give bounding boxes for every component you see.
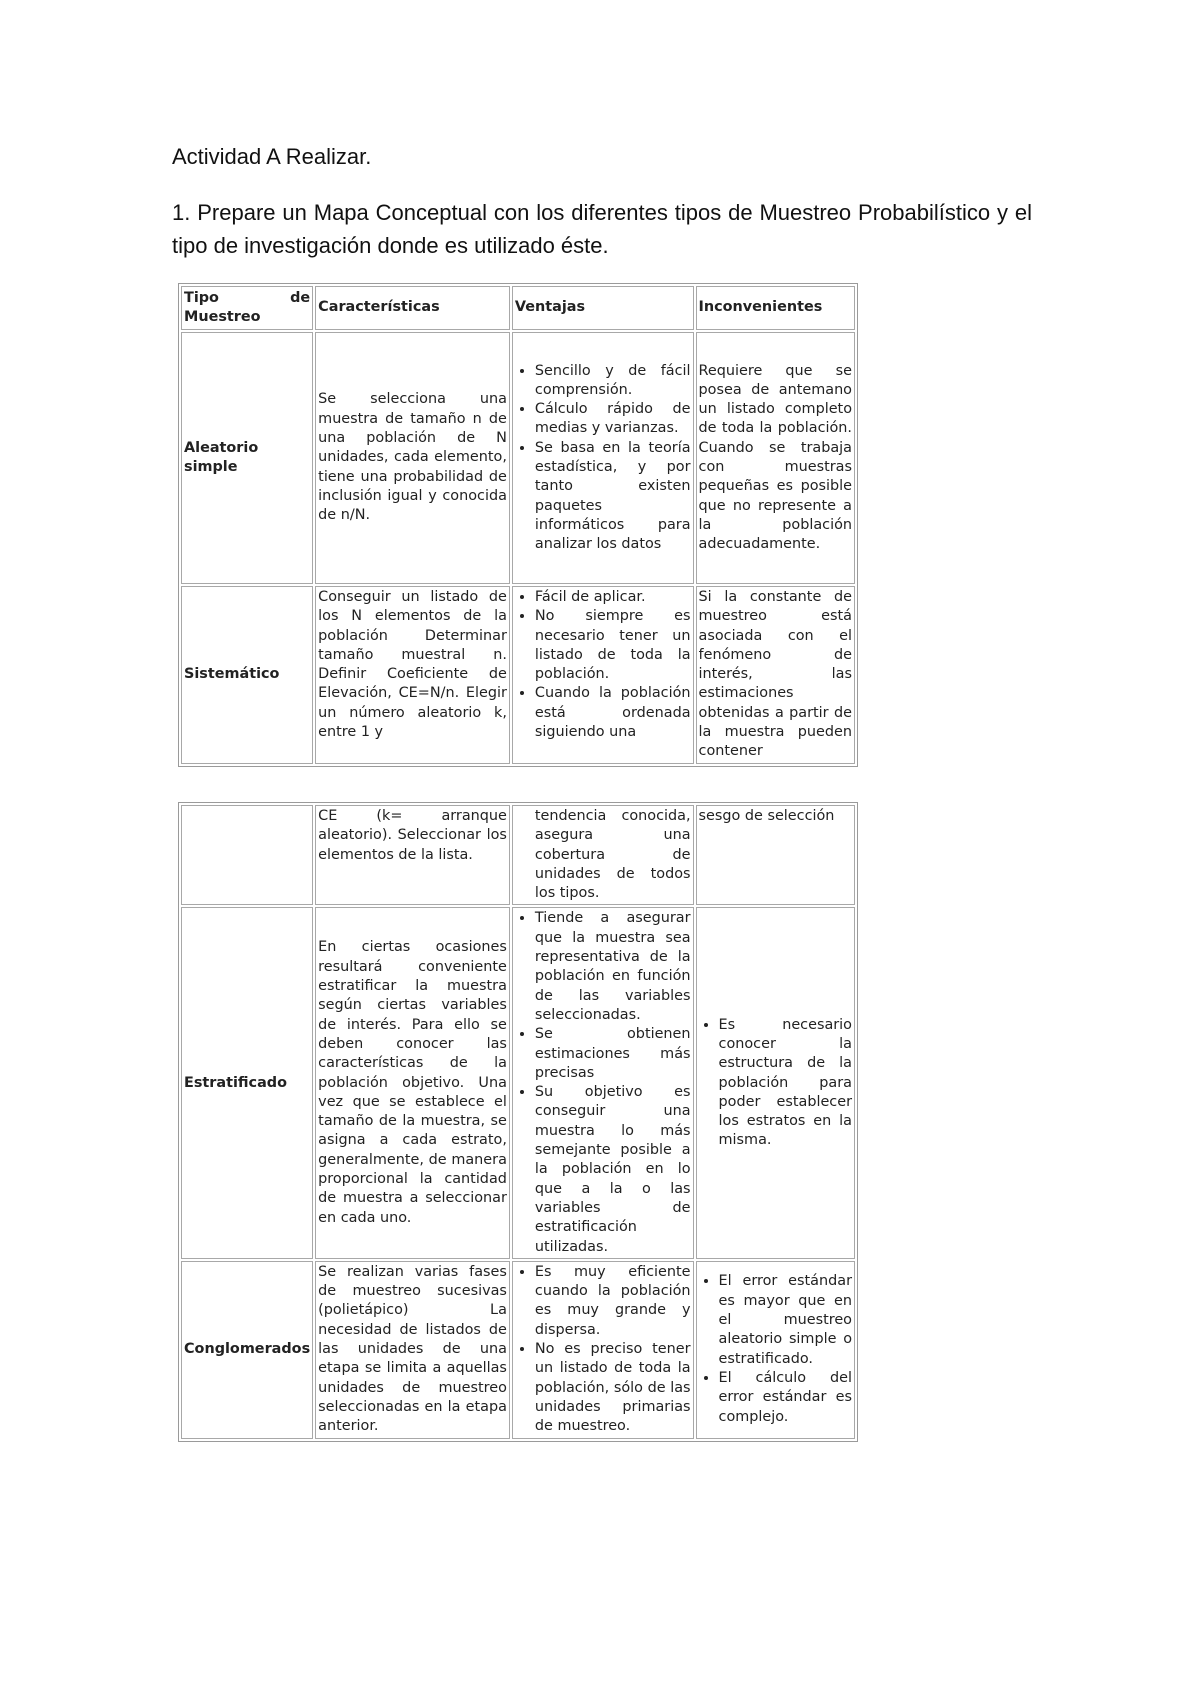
caracteristicas-cell: Se realizan varias fases de muestreo sucesivas (polietápico) La necesidad de listados de las unidades de una etapa se limita a aquellas unidades de muestreo seleccionadas en la etapa anterior.	[315, 1261, 510, 1439]
list-item: • Cálculo rápido de medias y varianzas.	[535, 400, 691, 439]
inconvenientes-cell	[696, 907, 855, 1258]
list-item: • Fácil de aplicar.	[535, 588, 691, 607]
inconvenientes-list	[699, 1016, 852, 1151]
ventajas-continued: tendencia conocida, asegura una cobertura de unidades de todos los tipos.	[534, 808, 691, 902]
list-item: • No siempre es necesario tener un listado de toda la población.	[535, 607, 691, 684]
ventajas-list	[515, 1263, 691, 1437]
ventajas-cell	[512, 586, 694, 764]
sampling-table-part-2	[178, 802, 858, 1442]
list-item: • No es preciso tener un listado de toda la población, sólo de las unidades primarias de muestreo.	[535, 1340, 691, 1436]
ventajas-list	[515, 909, 691, 1256]
row-type-label: Sistemático	[181, 586, 313, 764]
list-item: • Tiende a asegurar que la muestra sea representativa de la población en función de las variables seleccionadas.	[535, 909, 691, 1025]
inconvenientes-cell	[696, 1261, 855, 1439]
caracteristicas-cell	[315, 586, 510, 764]
list-item: • El cálculo del error estándar es complejo.	[719, 1369, 852, 1427]
inconvenientes-cell	[696, 586, 855, 764]
instruction-text: 1. Prepare un Mapa Conceptual con los diferentes tipos de Muestreo Probabilístico y el tipo de investigación donde es utilizado éste.	[172, 200, 1032, 258]
ventajas-list	[515, 362, 691, 555]
list-item: • Se basa en la teoría estadística, y por tanto existen paquetes informáticos para analizar los datos	[535, 439, 691, 555]
row-type-label: Estratificado	[181, 907, 313, 1258]
activity-heading: Actividad A Realizar.	[172, 144, 372, 169]
table-row-estratificado	[181, 907, 855, 1258]
table-header-row	[181, 286, 855, 330]
header-caracteristicas: Características	[315, 286, 510, 330]
list-item: • Se obtienen estimaciones más precisas	[535, 1025, 691, 1083]
ventajas-cell	[512, 805, 694, 905]
list-item: • Sencillo y de fácil comprensión.	[535, 362, 691, 401]
list-item: • Cuando la población está ordenada siguiendo una	[535, 684, 691, 742]
list-item: • El error estándar es mayor que en el muestreo aleatorio simple o estratificado.	[719, 1272, 852, 1368]
row-type-label: Aleatorio simple	[181, 332, 313, 584]
sampling-table-part-1	[178, 283, 858, 767]
header-inconvenientes: Inconvenientes	[696, 286, 855, 330]
table-row-conglomerados	[181, 1261, 855, 1439]
ventajas-cell	[512, 332, 694, 584]
row-type-label: Conglomerados	[181, 1261, 313, 1439]
list-item: • Es muy eficiente cuando la población es muy grande y dispersa.	[535, 1263, 691, 1340]
ventajas-cell	[512, 907, 694, 1258]
inconvenientes-list	[699, 1272, 852, 1426]
list-item: • Es necesario conocer la estructura de la población para poder establecer los estratos en la misma.	[719, 1016, 852, 1151]
row-type-label-empty	[181, 805, 313, 905]
inconvenientes-cell: Requiere que se posea de antemano un listado completo de toda la población. Cuando se trabaja con muestras pequeñas es posible que no represente a la población adecuadamente.	[696, 332, 855, 584]
caracteristicas-cell: En ciertas ocasiones resultará conveniente estratificar la muestra según ciertas variables de interés. Para ello se deben conocer las características de la población objetivo. Una vez que se establece el tamaño de la muestra, se asigna a cada estrato, generalmente, de manera proporcional la cantidad de muestra a seleccionar en cada uno.	[315, 907, 510, 1258]
table-row-sistematico	[181, 586, 855, 764]
inconvenientes-text: Si la constante de muestreo está asociada con el fenómeno de interés, las estimaciones obtenidas a partir de la muestra pueden contener	[698, 589, 852, 760]
table-row-aleatorio-simple	[181, 332, 855, 584]
header-tipo: Tipo de Muestreo	[181, 286, 313, 330]
caracteristicas-cell: Se selecciona una muestra de tamaño n de una población de N unidades, cada elemento, tiene una probabilidad de inclusión igual y conocida de n/N.	[315, 332, 510, 584]
ventajas-list	[515, 588, 691, 742]
caracteristicas-text: Conseguir un listado de los N elementos de la población Determinar tamaño muestral n. Definir Coeficiente de Elevación, CE=N/n. Elegir un número aleatorio k, entre 1 y	[318, 589, 507, 741]
caracteristicas-cell: CE (k= arranque aleatorio). Seleccionar los elementos de la lista.	[315, 805, 510, 905]
ventajas-wrapper	[515, 588, 691, 762]
ventajas-cell	[512, 1261, 694, 1439]
table-row-sistematico-continued	[181, 805, 855, 905]
header-ventajas: Ventajas	[512, 286, 694, 330]
inconvenientes-cell: sesgo de selección	[696, 805, 855, 905]
list-item: • Su objetivo es conseguir una muestra lo más semejante posible a la población en lo que a la o las variables de estratificación utilizadas.	[535, 1083, 691, 1257]
